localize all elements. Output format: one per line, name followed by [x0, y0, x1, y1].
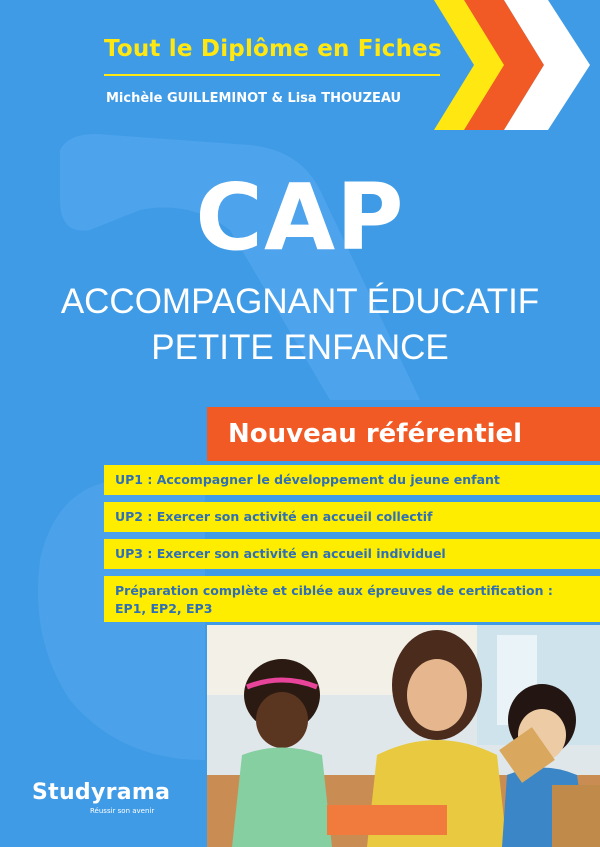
bullet-bar-up2 [104, 502, 600, 532]
chevrons-decoration [430, 0, 600, 130]
bullet-text-line-1: Préparation complète et ciblée aux épreuves de certification : [115, 583, 553, 598]
series-underline [104, 74, 440, 76]
publisher-logo [32, 780, 182, 820]
cover-photo-educator-with-children [207, 625, 600, 847]
banner-label: Nouveau référentiel [228, 419, 523, 449]
authors: Michèle GUILLEMINOT & Lisa THOUZEAU [106, 91, 402, 106]
bullet-text: UP1 : Accompagner le développement du jeune enfant [115, 472, 500, 487]
publisher-tagline: Réussir son avenir [90, 807, 155, 815]
bullet-bar-preparation [104, 576, 600, 622]
series-title: Tout le Diplôme en Fiches [104, 36, 442, 62]
subtitle-line-1: ACCOMPAGNANT ÉDUCATIF [60, 282, 540, 321]
bullet-text-line-2: EP1, EP2, EP3 [115, 601, 213, 616]
main-title: CAP [195, 164, 405, 271]
subtitle-line-2: PETITE ENFANCE [151, 328, 449, 367]
bullet-text: UP3 : Exercer son activité en accueil individuel [115, 546, 446, 561]
bullet-text: UP2 : Exercer son activité en accueil collectif [115, 509, 433, 524]
bullet-bar-up3 [104, 539, 600, 569]
bullet-bar-up1 [104, 465, 600, 495]
publisher-name: Studyrama [32, 780, 171, 805]
